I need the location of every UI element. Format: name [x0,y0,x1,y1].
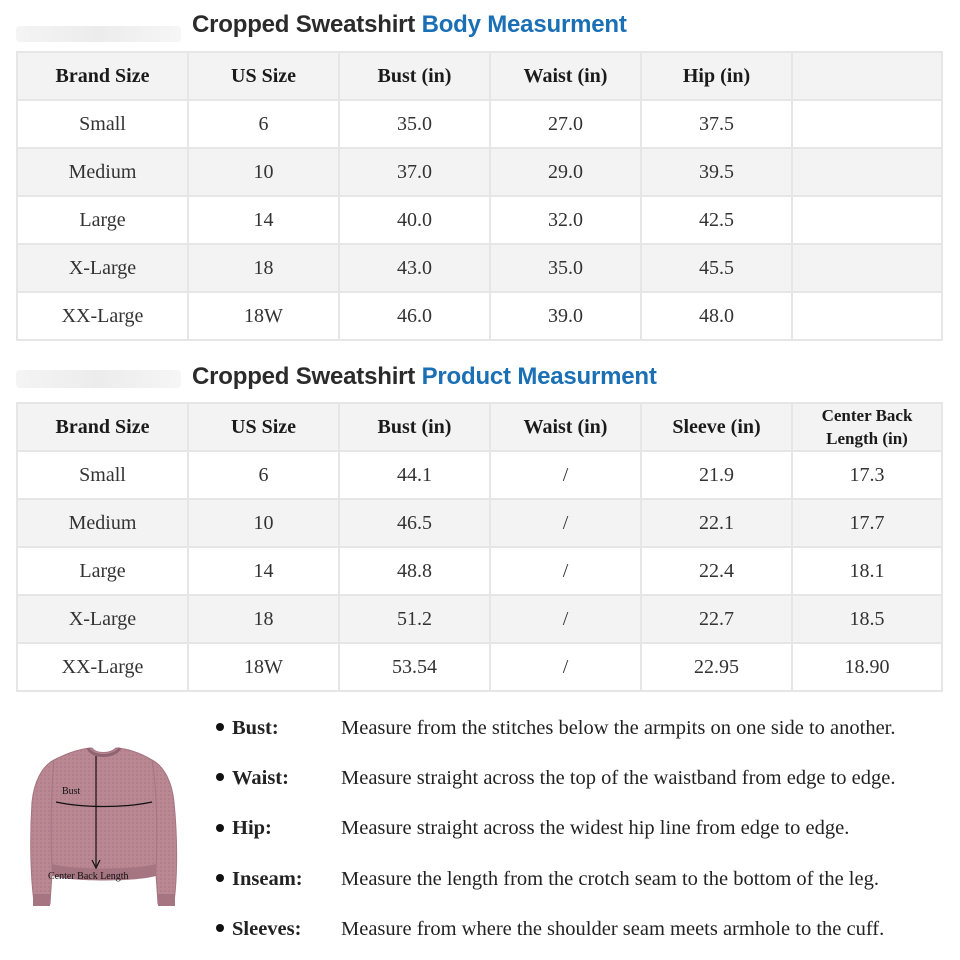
table-cell: 18W [188,292,339,340]
guide-item-bust [216,708,956,758]
table-cell: 48.0 [641,292,792,340]
table-cell: 43.0 [339,244,490,292]
table-cell: 45.5 [641,244,792,292]
guide-description: Measure from the stitches below the armpits on one side to another. [341,717,896,739]
header-cell: Sleeve (in) [641,403,792,451]
table-cell: Small [17,451,188,499]
sweatshirt-illustration [24,742,184,914]
table-cell: 42.5 [641,196,792,244]
guide-term [216,909,301,949]
header-cell: Bust (in) [339,403,490,451]
table-cell: 37.0 [339,148,490,196]
table-cell: 22.1 [641,499,792,547]
body-measurement-table [16,51,943,341]
bullet-icon [216,723,224,731]
measurement-guide [216,708,956,959]
title-prefix: Cropped Sweatshirt [192,11,416,38]
table-cell: 53.54 [339,643,490,691]
table-cell: 22.4 [641,547,792,595]
guide-term-text: Hip: [232,817,272,840]
table-cell: 14 [188,547,339,595]
title-prefix: Cropped Sweatshirt [192,363,416,390]
guide-description: Measure from where the shoulder seam meets armhole to the cuff. [341,917,885,940]
table-cell: Medium [17,148,188,196]
table-header-row [17,403,942,451]
guide-item-inseam [216,859,956,909]
table-row [17,292,942,340]
right-cuff [158,894,175,906]
table-cell: 18 [188,595,339,643]
garment-body [51,748,157,875]
center-back-length-label: Center Back Length [48,871,129,882]
bust-label: Bust [62,786,81,797]
table-cell: 35.0 [490,244,641,292]
header-line: Center Back [821,406,913,425]
table-cell: X-Large [17,595,188,643]
table-row [17,196,942,244]
table-cell: 51.2 [339,595,490,643]
table-row [17,595,942,643]
header-cell: US Size [188,403,339,451]
table-cell: 6 [188,100,339,148]
header-cell: Waist (in) [490,403,641,451]
table-cell: / [490,499,641,547]
table-row [17,100,942,148]
table-cell: 17.7 [792,499,942,547]
table-cell: 18.90 [792,643,942,691]
bullet-icon [216,924,224,932]
table-cell: 40.0 [339,196,490,244]
table-row [17,244,942,292]
table-row [17,148,942,196]
title-accent: Product Measurment [421,363,657,390]
table-cell: 46.5 [339,499,490,547]
header-cell: Bust (in) [339,52,490,100]
table-cell: 46.0 [339,292,490,340]
table-row [17,547,942,595]
product-measurement-title [192,362,657,392]
table-cell: / [490,595,641,643]
table-cell: / [490,451,641,499]
header-cell: Hip (in) [641,52,792,100]
table-cell: 18.5 [792,595,942,643]
table-cell: / [490,547,641,595]
table-cell [792,292,942,340]
header-cell [792,52,942,100]
guide-description: Measure straight across the widest hip line from edge to edge. [341,817,850,840]
table-cell: 6 [188,451,339,499]
header-cell: Brand Size [17,403,188,451]
title-accent: Body Measurment [421,11,627,38]
table-cell [792,244,942,292]
guide-item-sleeves [216,909,956,959]
table-cell: 10 [188,499,339,547]
table-cell: 39.0 [490,292,641,340]
header-line: Length (in) [826,429,908,448]
guide-term [216,808,272,848]
guide-term-text: Waist: [232,767,289,790]
guide-term-text: Inseam: [232,867,303,890]
table-cell: 48.8 [339,547,490,595]
faded-logo-smudge [16,370,181,388]
table-cell [792,148,942,196]
left-cuff [33,894,50,906]
body-measurement-title [192,10,627,40]
header-cell: Brand Size [17,52,188,100]
faded-logo-smudge [16,26,181,42]
table-cell [792,196,942,244]
table-cell: 14 [188,196,339,244]
table-cell: 32.0 [490,196,641,244]
table-cell: 44.1 [339,451,490,499]
header-cell-center-back-length [792,403,942,451]
table-cell: Medium [17,499,188,547]
bullet-icon [216,874,224,882]
table-cell: 10 [188,148,339,196]
table-cell: XX-Large [17,643,188,691]
table-cell: Large [17,196,188,244]
table-row [17,643,942,691]
table-cell: 27.0 [490,100,641,148]
header-cell: Waist (in) [490,52,641,100]
table-row [17,451,942,499]
table-cell: 18.1 [792,547,942,595]
bullet-icon [216,773,224,781]
table-cell: 35.0 [339,100,490,148]
table-cell: 17.3 [792,451,942,499]
table-cell: 29.0 [490,148,641,196]
product-measurement-table [16,402,943,692]
bullet-icon [216,824,224,832]
guide-term [216,708,279,748]
guide-item-waist [216,758,956,808]
guide-item-hip [216,808,956,858]
table-cell: X-Large [17,244,188,292]
table-cell: / [490,643,641,691]
guide-term [216,758,289,798]
guide-description: Measure straight across the top of the waistband from edge to edge. [341,767,896,790]
table-cell: Small [17,100,188,148]
table-cell: 18W [188,643,339,691]
table-cell [792,100,942,148]
table-cell: XX-Large [17,292,188,340]
table-header-row [17,52,942,100]
guide-term-text: Sleeves: [232,917,302,940]
header-cell: US Size [188,52,339,100]
table-row [17,499,942,547]
table-cell: 18 [188,244,339,292]
table-cell: 37.5 [641,100,792,148]
table-cell: Large [17,547,188,595]
table-cell: 39.5 [641,148,792,196]
table-cell: 21.9 [641,451,792,499]
table-cell: 22.95 [641,643,792,691]
table-cell: 22.7 [641,595,792,643]
guide-description: Measure the length from the crotch seam to the bottom of the leg. [341,867,879,890]
guide-term [216,859,303,899]
guide-term-text: Bust: [232,717,279,739]
